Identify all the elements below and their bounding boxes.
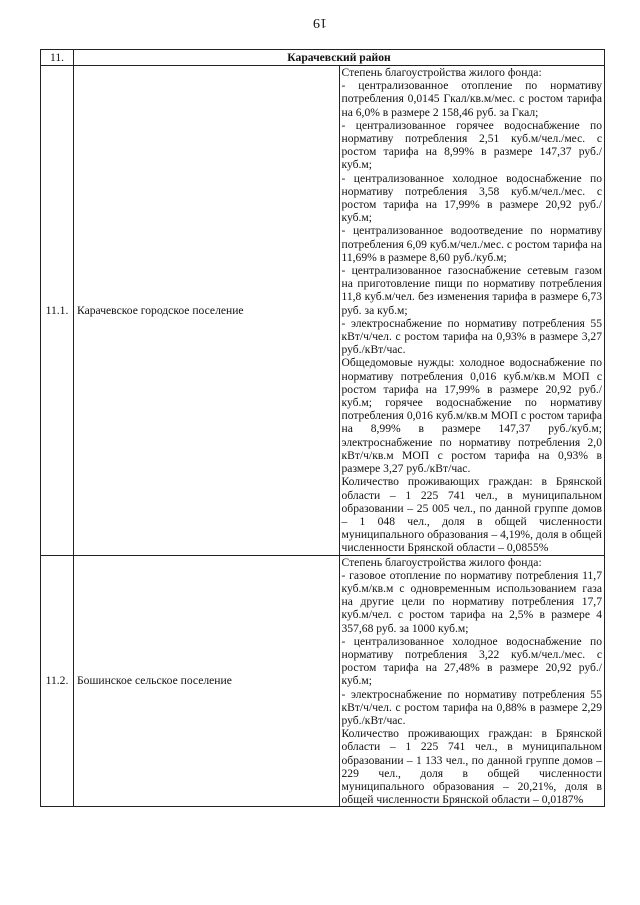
content-paragraph: - централизованное отопление по нормативу потребления 0,0145 Гкал/кв.м/мес. с ростом тарифа на 6,0% в размере 2 158,46 руб. за Гкал; xyxy=(341,79,602,119)
content-paragraph: - централизованное холодное водоснабжение по нормативу потребления 3,22 куб.м/чел./мес. с ростом тарифа на 27,48% в размере 20,92 руб./куб.м; xyxy=(341,634,602,688)
content-paragraph: Степень благоустройства жилого фонда: xyxy=(341,555,542,569)
table-header-row xyxy=(41,50,605,66)
region-title: Карачевский район xyxy=(74,50,605,66)
row-number: 11.2. xyxy=(41,555,74,807)
content-paragraph: - электроснабжение по нормативу потребления 55 кВт/ч/чел. с ростом тарифа на 0,88% в размере 2,29 руб./кВт/час. xyxy=(341,687,602,727)
content-paragraph: - централизованное холодное водоснабжение по нормативу потребления 3,58 куб.м/чел./мес. с ростом тарифа на 17,99% в размере 20,92 руб./куб.м; xyxy=(341,171,602,225)
content-paragraph: Количество проживающих граждан: в Брянской области – 1 225 741 чел., в муниципальном образовании – 25 005 чел., по данной группе домов – 1 048 чел., доля в общей численности муниципального образования – 4,19%, доля в общей численности Брянской области – 0,0855% xyxy=(341,475,602,555)
content-paragraph: Количество проживающих граждан: в Брянской области – 1 225 741 чел., в муниципальном образовании – 1 133 чел., по данной группе домов – 229 чел., доля в общей численности муниципального образования – 20,21%, доля в общей численности Брянской области – 0,0187% xyxy=(341,727,602,807)
table-row xyxy=(41,66,605,556)
section-number: 11. xyxy=(41,50,74,66)
row-number: 11.1. xyxy=(41,66,74,556)
content-paragraph: - электроснабжение по нормативу потребления 55 кВт/ч/чел. с ростом тарифа на 0,93% в размере 3,27 руб./кВт/час. xyxy=(341,316,602,357)
content-paragraph: Степень благоустройства жилого фонда: xyxy=(341,66,542,79)
content-paragraph: - централизованное газоснабжение сетевым газом на приготовление пищи по нормативу потребления 11,8 куб.м/чел. без изменения тарифа в размере 6,73 руб. за куб.м; xyxy=(341,264,602,317)
row-content xyxy=(339,66,605,556)
municipality-name: Карачевское городское поселение xyxy=(74,66,340,556)
page-number: 19 xyxy=(313,15,327,30)
content-paragraph: - централизованное горячее водоснабжение по нормативу потребления 2,51 куб.м/чел./мес. с ростом тарифа на 8,99% в размере 147,37 руб./куб.м; xyxy=(341,118,602,172)
row-content xyxy=(339,555,605,807)
content-paragraph: - газовое отопление по нормативу потребления 11,7 куб.м/кв.м с одновременным использованием газа на другие цели по нормативу потребления 17,7 куб.м/чел. с ростом тарифа на 2,5% в размере 4 357,68 руб. за 1000 куб.м; xyxy=(341,568,602,635)
table-row xyxy=(41,555,605,807)
content-paragraph: Общедомовые нужды: холодное водоснабжение по нормативу потребления 0,016 куб.м/кв.м МОП с ростом тарифа на 17,99% в размере 20,92 руб./куб.м; горячее водоснабжение по нормативу потребления 0,016 куб.м/кв.м МОП с ростом тарифа на 8,99% в размере 147,37 руб./куб.м; электроснабжение по нормативу потребления 2,0 кВт/ч/кв.м МОП с ростом тарифа на 0,93% в размере 3,27 руб./кВт/час. xyxy=(341,356,602,476)
municipality-name: Бошинское сельское поселение xyxy=(74,555,340,807)
data-table xyxy=(40,49,605,807)
content-paragraph: - централизованное водоотведение по нормативу потребления 6,09 куб.м/чел./мес. с ростом тарифа на 11,69% в размере 8,60 руб./куб.м; xyxy=(341,224,602,264)
